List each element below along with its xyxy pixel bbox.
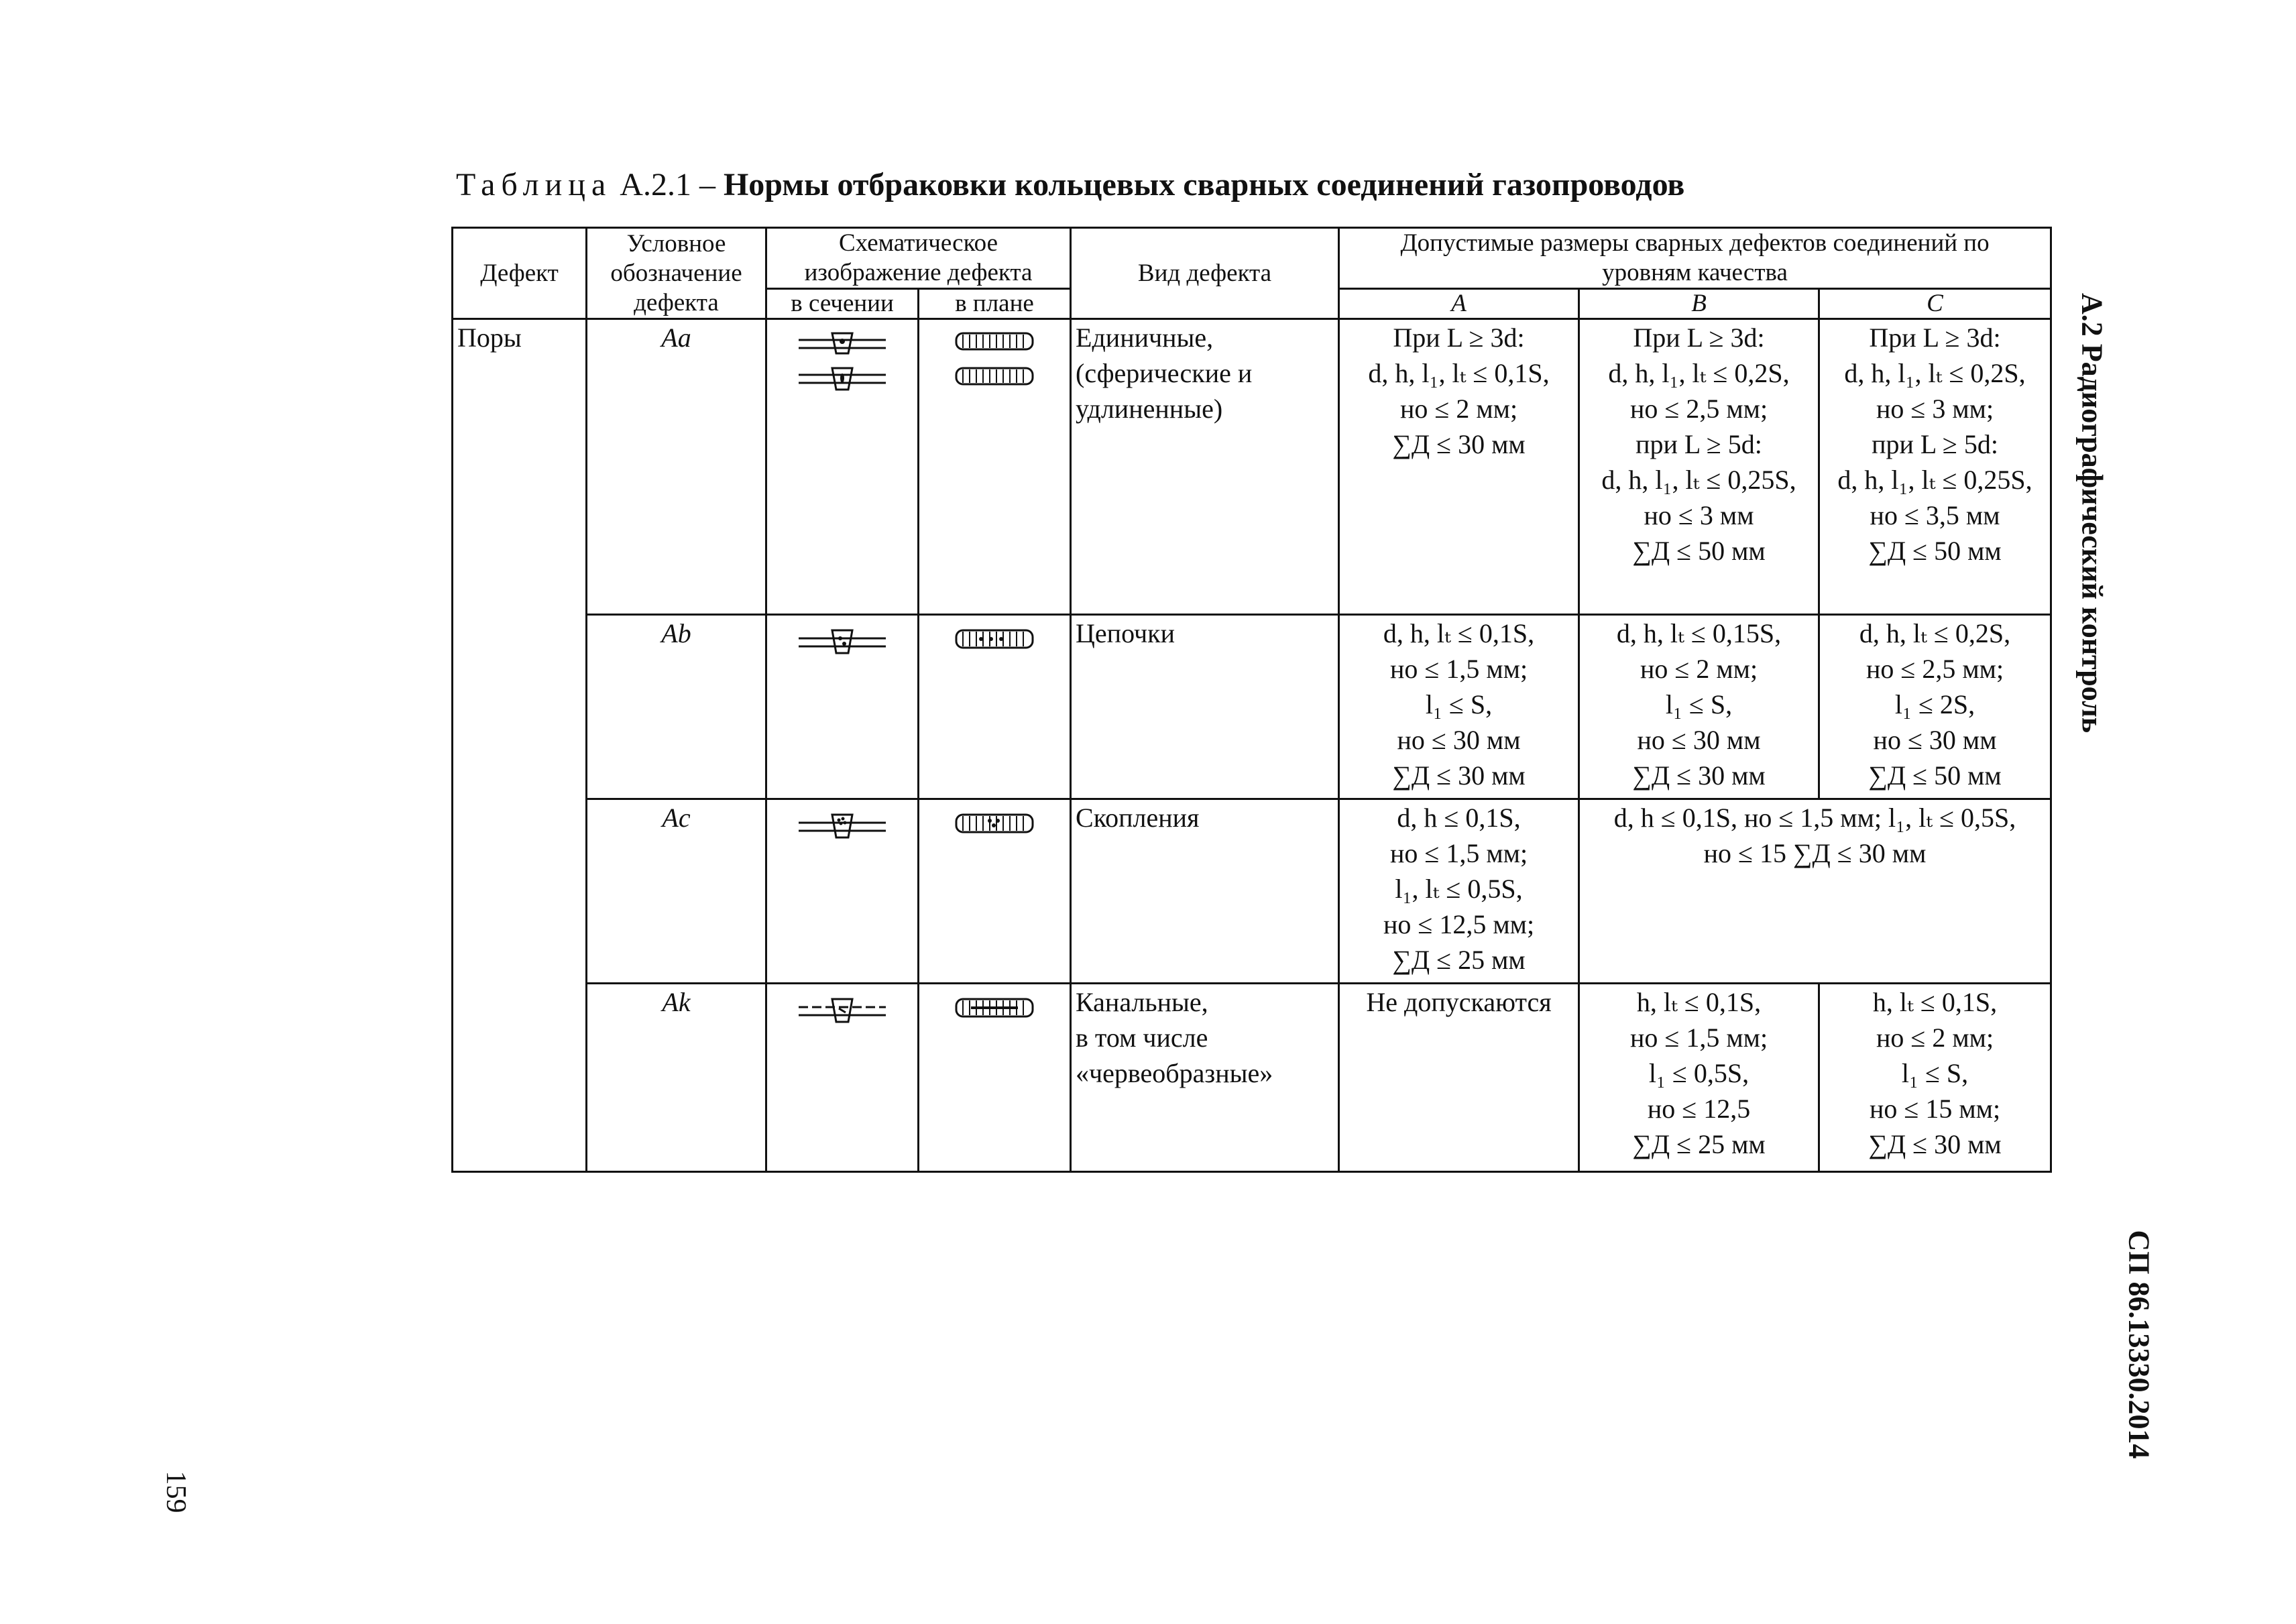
kind-ab: Цепочки <box>1071 615 1339 799</box>
caption-number: А.2.1 – <box>612 167 724 202</box>
plan-sketch-ak <box>919 984 1071 1172</box>
header-section: в сечении <box>766 289 919 319</box>
header-row-1 <box>453 228 2051 289</box>
section-sketch-ak <box>766 984 919 1172</box>
table-row <box>453 799 2051 984</box>
header-level-c: C <box>1819 289 2051 319</box>
defect-pores: Поры <box>453 319 587 1172</box>
weld-plan-icon <box>951 624 1038 657</box>
section-sketch-ab <box>766 615 919 799</box>
section-side-title: А.2 Радиографический контроль <box>2075 292 2109 734</box>
weld-section-icon <box>792 808 893 848</box>
kind-ak: Канальные, в том числе «червеобразные» <box>1071 984 1339 1172</box>
weld-section-icon <box>792 624 893 664</box>
kind-aa: Единичные, (сферические и удлиненные) <box>1071 319 1339 615</box>
weld-plan-icon <box>951 328 1038 395</box>
level-bc-ac: d, h ≤ 0,1S, но ≤ 1,5 мм; l₁, lₜ ≤ 0,5S, но ≤ 15 ∑Д ≤ 30 мм <box>1579 799 2051 984</box>
standard-code: СП 86.13330.2014 <box>2122 1230 2156 1459</box>
level-b-ak: h, lₜ ≤ 0,1S, но ≤ 1,5 мм; l₁ ≤ 0,5S, но ≤ 12,5 ∑Д ≤ 25 мм <box>1579 984 1819 1172</box>
section-sketch-ac <box>766 799 919 984</box>
kind-ac: Скопления <box>1071 799 1339 984</box>
rejection-norms-table <box>451 227 2052 1173</box>
table-row <box>453 984 2051 1172</box>
weld-plan-icon <box>951 808 1038 842</box>
weld-section-icon <box>792 992 893 1033</box>
table-row <box>453 615 2051 799</box>
code-ab: Ab <box>587 615 766 799</box>
level-c-aa: При L ≥ 3d: d, h, l₁, lₜ ≤ 0,2S, но ≤ 3 мм; при L ≥ 5d: d, h, l₁, lₜ ≤ 0,25S, но ≤ 3,5 мм ∑Д ≤ 50 мм <box>1819 319 2051 615</box>
section-sketch-aa <box>766 319 919 615</box>
table-caption <box>456 166 1684 203</box>
level-a-ak: Не допускаются <box>1339 984 1579 1172</box>
level-a-aa: При L ≥ 3d: d, h, l₁, lₜ ≤ 0,1S, но ≤ 2 мм; ∑Д ≤ 30 мм <box>1339 319 1579 615</box>
level-a-ac: d, h ≤ 0,1S, но ≤ 1,5 мм; l₁, lₜ ≤ 0,5S, но ≤ 12,5 мм; ∑Д ≤ 25 мм <box>1339 799 1579 984</box>
level-b-aa: При L ≥ 3d: d, h, l₁, lₜ ≤ 0,2S, но ≤ 2,5 мм; при L ≥ 5d: d, h, l₁, lₜ ≤ 0,25S, но ≤ 3 мм ∑Д ≤ 50 мм <box>1579 319 1819 615</box>
table-row <box>453 319 2051 615</box>
plan-sketch-aa <box>919 319 1071 615</box>
plan-sketch-ab <box>919 615 1071 799</box>
header-level-a: A <box>1339 289 1579 319</box>
header-designation: Условное обозначение дефекта <box>587 228 766 319</box>
code-aa: Aa <box>587 319 766 615</box>
caption-title: Нормы отбраковки кольцевых сварных соединений газопроводов <box>723 167 1685 202</box>
level-c-ak: h, lₜ ≤ 0,1S, но ≤ 2 мм; l₁ ≤ S, но ≤ 15 мм; ∑Д ≤ 30 мм <box>1819 984 2051 1172</box>
weld-section-icon <box>792 328 893 402</box>
plan-sketch-ac <box>919 799 1071 984</box>
header-kind: Вид дефекта <box>1071 228 1339 319</box>
header-schematic: Схематическое изображение дефекта <box>766 228 1071 289</box>
weld-plan-icon <box>951 992 1038 1026</box>
level-b-ab: d, h, lₜ ≤ 0,15S, но ≤ 2 мм; l₁ ≤ S, но ≤ 30 мм ∑Д ≤ 30 мм <box>1579 615 1819 799</box>
caption-prefix: Таблица <box>456 167 612 202</box>
code-ac: Ac <box>587 799 766 984</box>
header-defect: Дефект <box>453 228 587 319</box>
header-level-b: B <box>1579 289 1819 319</box>
level-a-ab: d, h, lₜ ≤ 0,1S, но ≤ 1,5 мм; l₁ ≤ S, но ≤ 30 мм ∑Д ≤ 30 мм <box>1339 615 1579 799</box>
code-ak: Ak <box>587 984 766 1172</box>
header-allowable: Допустимые размеры сварных дефектов соединений по уровням качества <box>1339 228 2051 289</box>
level-c-ab: d, h, lₜ ≤ 0,2S, но ≤ 2,5 мм; l₁ ≤ 2S, но ≤ 30 мм ∑Д ≤ 50 мм <box>1819 615 2051 799</box>
header-plan: в плане <box>919 289 1071 319</box>
page-number: 159 <box>160 1470 191 1513</box>
